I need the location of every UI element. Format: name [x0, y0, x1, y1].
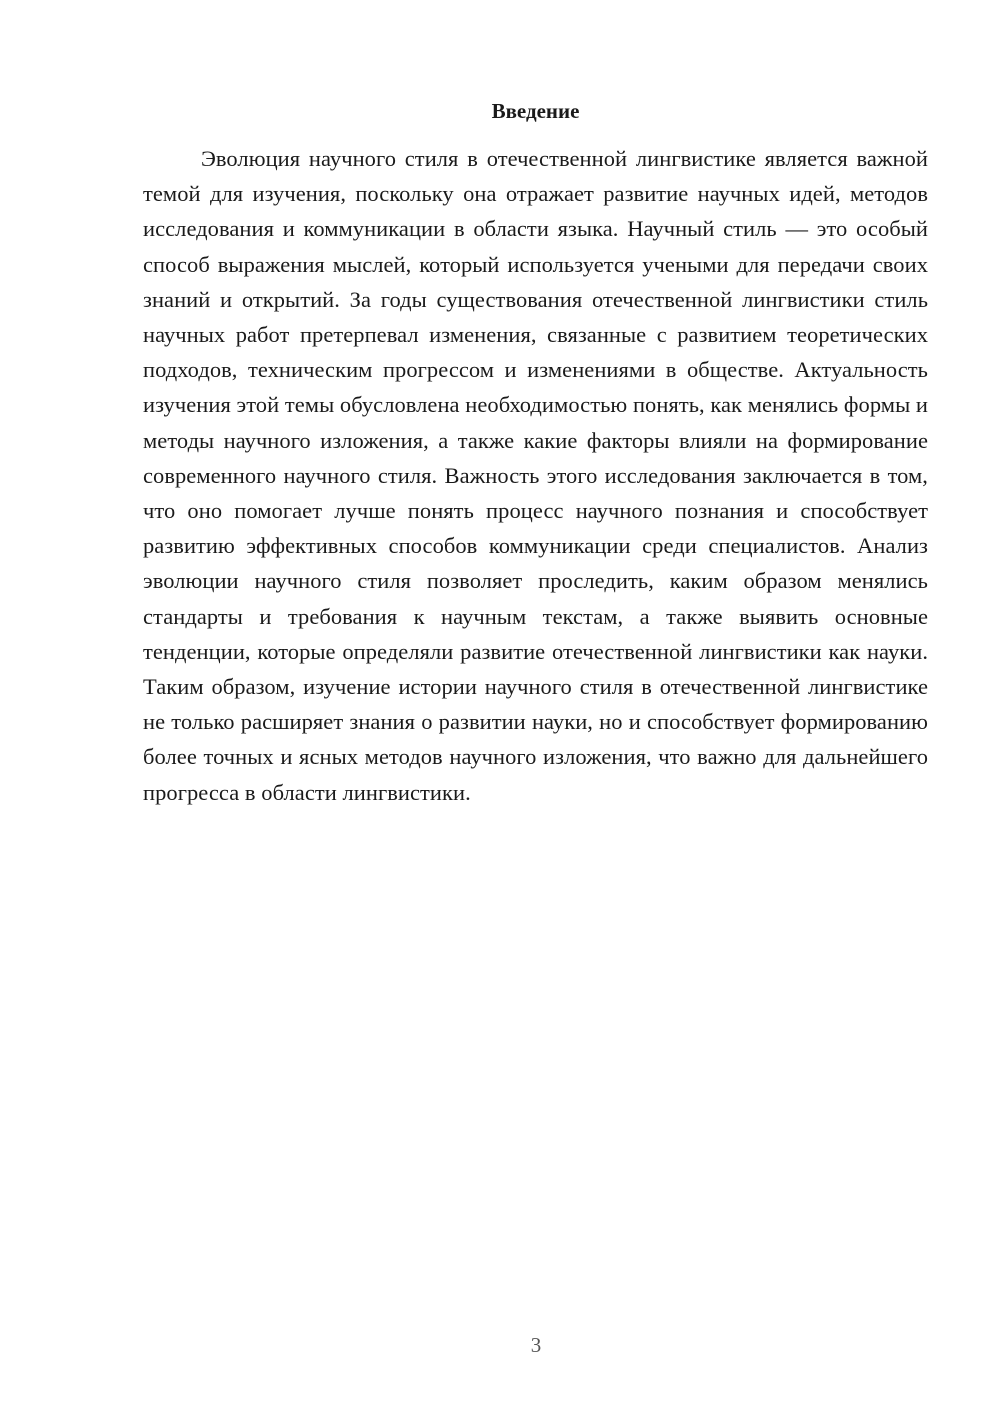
- section-heading: Введение: [491, 99, 580, 123]
- page-number: 3: [530, 1333, 542, 1357]
- body-paragraph: Эволюция научного стиля в отечественной лингвистике является важной темой для изучения, поскольку она отражает развитие научных идей, методов исследования и коммуникации в области языка. Научный стиль — это особый способ выражения мыслей, который используется учеными для передачи своих знаний и открытий. За годы существования отечественной лингвистики стиль научных работ претерпевал изменения, связанные с развитием теоретических подходов, техническим прогрессом и изменениями в обществе. Актуальность изучения этой темы обусловлена необходимостью понять, как менялись формы и методы научного изложения, а также какие факторы влияли на формирование современного научного стиля. Важность этого исследования заключается в том, что оно помогает лучше понять процесс научного познания и способствует развитию эффективных способов коммуникации среди специалистов. Анализ эволюции научного стиля позволяет проследить, каким образом менялись стандарты и требования к научным текстам, а также выявить основные тенденции, которые определяли развитие отечественной лингвистики как науки. Таким образом, изучение истории научного стиля в отечественной лингвистике не только расширяет знания о развитии науки, но и способствует формированию более точных и ясных методов научного изложения, что важно для дальнейшего прогресса в области лингвистики.: [143, 146, 929, 805]
